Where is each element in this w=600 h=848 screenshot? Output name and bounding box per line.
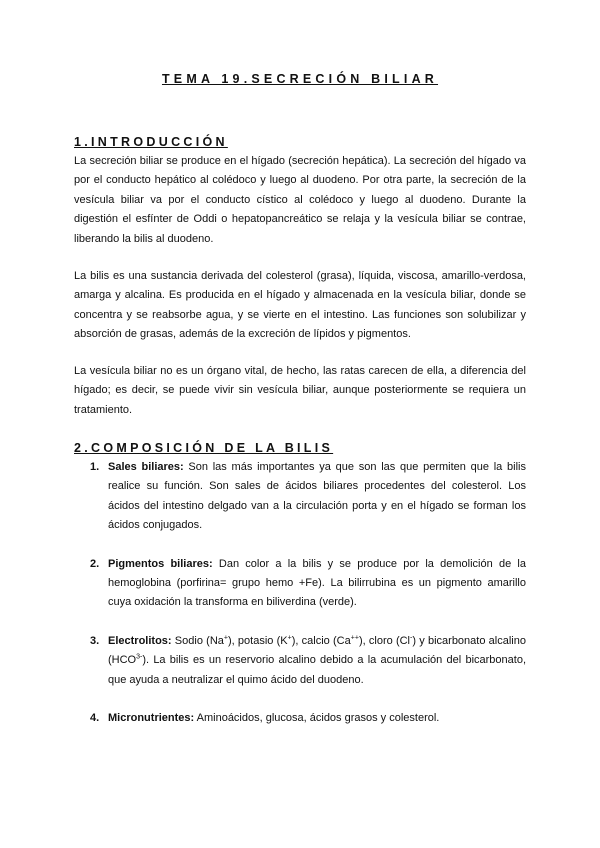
list-item-text: Son las más importantes ya que son las que permiten que la bilis realice su función. Son sales de ácidos biliares procedentes del colesterol. Los ácidos del intestino delgado van a la circulación porta y en el hígado se forman los ácidos conjugados. [108, 461, 526, 532]
section-heading-composicion: 2.COMPOSICIÓN DE LA BILIS [74, 441, 334, 455]
list-item-term: Micronutrientes: [108, 712, 195, 725]
paragraph-intro-3: La vesícula biliar no es un órgano vital, de hecho, las ratas carecen de ella, a diferencia del hígado; es decir, se puede vivir sin vesícula biliar, aunque posteriormente se requiera un tratamiento. [74, 365, 526, 416]
superscript-charge: + [223, 634, 228, 642]
list-item-text: ). La bilis es un reservorio alcalino debido a la acumulación del bicarbonato, que ayuda a neutralizar el quimo ácido del duodeno. [108, 654, 526, 686]
list-item-text: Sodio (Na [171, 634, 224, 647]
paragraph-intro-1: La secreción biliar se produce en el hígado (secreción hepática). La secreción del hígado va por el conducto hepático al colédoco y luego al duodeno. Por otra parte, la secreción de la vesícula biliar va por el conducto cístico al colédoco y luego al duodeno. Durante la digestión el esfínter de Oddi o hepatopancreático se relaja y la vesícula biliar se contrae, liberando la bilis al duodeno. [74, 155, 526, 245]
list-item-micronutrientes [90, 709, 526, 728]
list-item-electrolitos [90, 632, 526, 690]
document-title: TEMA 19.SECRECIÓN BILIAR [161, 72, 439, 86]
superscript-charge: ++ [350, 634, 359, 642]
list-item-term: Pigmentos biliares: [108, 557, 213, 570]
list-item-number: 1. [90, 461, 100, 473]
list-item-term: Electrolitos: [108, 634, 172, 647]
paragraph-intro-2: La bilis es una sustancia derivada del colesterol (grasa), líquida, viscosa, amarillo-verdosa, amarga y alcalina. Es producida en el hígado y almacenada en la vesícula biliar, donde se concentra y se reabsorbe agua, y se vierte en el intestino. Las funciones son solubilizar y absorción de grasas, además de la excreción de lípidos y pigmentos. [74, 270, 526, 341]
list-item-text: ), calcio (Ca [291, 634, 351, 647]
list-item-text: ), potasio (K [227, 634, 288, 647]
list-item-term: Sales biliares: [108, 461, 184, 473]
superscript-charge: - [410, 634, 413, 642]
superscript-charge: + [287, 634, 292, 642]
list-item-pigmentos-biliares [90, 555, 526, 613]
list-item-number: 3. [90, 634, 100, 647]
list-item-text: ), cloro (Cl [358, 634, 411, 647]
list-item-number: 4. [90, 712, 100, 725]
list-item-text: Aminoácidos, glucosa, ácidos grasos y colesterol. [194, 712, 440, 725]
list-item-number: 2. [90, 557, 100, 570]
list-item-sales-biliares [90, 458, 526, 536]
section-heading-introduccion: 1.INTRODUCCIÓN [74, 135, 228, 149]
list-item-text: ) y bicarbonato alcalino (HCO [108, 634, 526, 667]
list-item-text: Dan color a la bilis y se produce por la demolición de la hemoglobina (porfirina= grupo hemo +Fe). La bilirrubina es un pigmento amarillo cuya oxidación la transforma en biliverdina (verde). [108, 557, 526, 609]
superscript-charge: 3- [136, 653, 143, 661]
composition-list [90, 458, 526, 728]
